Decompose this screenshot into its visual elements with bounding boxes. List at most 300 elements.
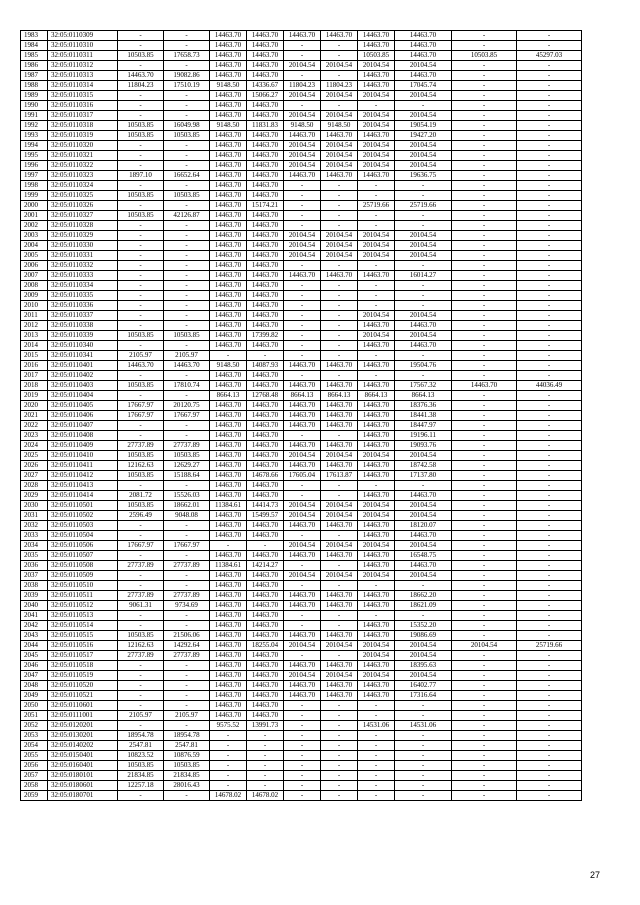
- cell-value-2-max: 14463.70: [247, 551, 284, 561]
- cell-value-3-min: -: [284, 321, 321, 331]
- cell-value-3-min: -: [284, 51, 321, 61]
- cell-value-4-max: -: [395, 751, 452, 761]
- cell-value-3-min: -: [284, 71, 321, 81]
- cell-value-2-max: 14463.70: [247, 371, 284, 381]
- cell-value-2-min: 14463.70: [210, 131, 247, 141]
- cell-row-number: 2002: [21, 221, 48, 231]
- cell-row-number: 2027: [21, 471, 48, 481]
- cell-row-number: 2022: [21, 421, 48, 431]
- cell-value-4-max: 14463.70: [395, 491, 452, 501]
- cell-value-5-max: -: [517, 91, 582, 101]
- table-row: [21, 451, 582, 461]
- cell-value-5-min: -: [452, 441, 517, 451]
- cell-value-1-max: 16652.64: [164, 171, 210, 181]
- cell-value-5-min: 20104.54: [452, 641, 517, 651]
- cell-value-4-min: 14463.70: [358, 171, 395, 181]
- cell-value-4-max: -: [395, 301, 452, 311]
- cell-value-5-max: -: [517, 391, 582, 401]
- cell-cadastral-number: 32:05:0111001: [48, 711, 118, 721]
- cell-value-1-max: -: [164, 341, 210, 351]
- cell-value-1-min: 1897.10: [118, 171, 164, 181]
- cell-value-2-min: 14463.70: [210, 181, 247, 191]
- cell-cadastral-number: 32:05:0110503: [48, 521, 118, 531]
- cell-value-2-min: -: [210, 771, 247, 781]
- cell-value-1-min: -: [118, 421, 164, 431]
- cell-row-number: 1994: [21, 141, 48, 151]
- table-row: [21, 571, 582, 581]
- cell-value-5-max: -: [517, 711, 582, 721]
- cell-value-2-max: 14463.70: [247, 421, 284, 431]
- table-row: [21, 431, 582, 441]
- cell-value-1-min: -: [118, 621, 164, 631]
- cell-cadastral-number: 32:05:0110509: [48, 571, 118, 581]
- cell-value-4-min: -: [358, 581, 395, 591]
- cell-value-4-min: 14463.70: [358, 41, 395, 51]
- cell-value-4-min: 20104.54: [358, 541, 395, 551]
- cell-value-4-max: 20104.54: [395, 251, 452, 261]
- cell-value-5-max: -: [517, 561, 582, 571]
- cell-value-1-max: 10503.85: [164, 131, 210, 141]
- cell-value-4-max: 20104.54: [395, 151, 452, 161]
- table-row: [21, 751, 582, 761]
- table-row: [21, 651, 582, 661]
- cell-value-2-min: 14463.70: [210, 241, 247, 251]
- cell-value-1-max: -: [164, 291, 210, 301]
- cell-value-5-min: -: [452, 361, 517, 371]
- cell-value-3-max: 14463.70: [321, 591, 358, 601]
- table-row: [21, 261, 582, 271]
- cell-cadastral-number: 32:05:0110313: [48, 71, 118, 81]
- cell-value-2-min: 14463.70: [210, 521, 247, 531]
- cell-value-1-max: -: [164, 521, 210, 531]
- cell-cadastral-number: 32:05:0110520: [48, 681, 118, 691]
- cell-cadastral-number: 32:05:0120201: [48, 721, 118, 731]
- cell-value-2-min: 14463.70: [210, 631, 247, 641]
- cell-value-2-max: 14336.67: [247, 81, 284, 91]
- cell-cadastral-number: 32:05:0110413: [48, 481, 118, 491]
- table-row: [21, 521, 582, 531]
- cell-value-1-min: 27737.89: [118, 561, 164, 571]
- cell-value-2-max: -: [247, 771, 284, 781]
- cell-value-5-min: -: [452, 791, 517, 801]
- table-row: [21, 601, 582, 611]
- cell-value-2-min: 14463.70: [210, 661, 247, 671]
- cell-cadastral-number: 32:05:0110327: [48, 211, 118, 221]
- table-row: [21, 381, 582, 391]
- cell-value-2-max: 14463.70: [247, 171, 284, 181]
- cell-value-4-min: 14531.06: [358, 721, 395, 731]
- cell-value-5-max: -: [517, 111, 582, 121]
- table-row: [21, 171, 582, 181]
- cell-value-2-max: 14463.70: [247, 241, 284, 251]
- cell-value-1-max: -: [164, 311, 210, 321]
- cell-value-2-min: 14463.70: [210, 201, 247, 211]
- cell-value-5-min: -: [452, 331, 517, 341]
- table-row: [21, 771, 582, 781]
- cell-value-2-max: 14463.70: [247, 101, 284, 111]
- cell-value-1-max: -: [164, 371, 210, 381]
- cell-value-1-min: -: [118, 391, 164, 401]
- cell-row-number: 2042: [21, 621, 48, 631]
- cell-cadastral-number: 32:05:0110309: [48, 31, 118, 41]
- table-row: [21, 311, 582, 321]
- cell-value-2-max: 15174.21: [247, 201, 284, 211]
- cell-value-2-min: 14463.70: [210, 191, 247, 201]
- table-row: [21, 591, 582, 601]
- cell-value-5-min: -: [452, 531, 517, 541]
- cell-cadastral-number: 32:05:0110312: [48, 61, 118, 71]
- cell-value-2-min: 9148.50: [210, 121, 247, 131]
- cell-value-1-min: 14463.70: [118, 71, 164, 81]
- cell-value-2-max: 14463.70: [247, 521, 284, 531]
- table-row: [21, 61, 582, 71]
- cell-value-5-max: -: [517, 281, 582, 291]
- cell-value-5-min: -: [452, 451, 517, 461]
- table-row: [21, 111, 582, 121]
- cell-value-2-max: 14463.70: [247, 191, 284, 201]
- cell-value-3-min: -: [284, 331, 321, 341]
- cell-value-5-max: -: [517, 791, 582, 801]
- cell-value-5-max: -: [517, 671, 582, 681]
- cell-value-4-min: 14463.70: [358, 81, 395, 91]
- cell-value-5-max: -: [517, 691, 582, 701]
- cell-value-3-min: -: [284, 431, 321, 441]
- cell-value-3-max: 20104.54: [321, 541, 358, 551]
- cell-cadastral-number: 32:05:0110508: [48, 561, 118, 571]
- cell-row-number: 2005: [21, 251, 48, 261]
- cell-value-4-max: 20104.54: [395, 641, 452, 651]
- cell-cadastral-number: 32:05:0110328: [48, 221, 118, 231]
- cell-value-5-min: -: [452, 741, 517, 751]
- cell-cadastral-number: 32:05:0110401: [48, 361, 118, 371]
- cell-value-3-max: -: [321, 791, 358, 801]
- cell-value-3-min: 20104.54: [284, 61, 321, 71]
- cell-row-number: 2057: [21, 771, 48, 781]
- cell-value-1-min: 10503.85: [118, 381, 164, 391]
- cell-value-4-min: -: [358, 261, 395, 271]
- cell-value-5-max: -: [517, 361, 582, 371]
- cell-value-4-min: 14463.70: [358, 131, 395, 141]
- cell-cadastral-number: 32:05:0110408: [48, 431, 118, 441]
- cell-row-number: 2044: [21, 641, 48, 651]
- cell-value-5-max: -: [517, 131, 582, 141]
- cell-value-2-max: 14463.70: [247, 41, 284, 51]
- cell-value-4-min: 20104.54: [358, 241, 395, 251]
- cell-value-5-max: -: [517, 681, 582, 691]
- cell-value-5-min: -: [452, 631, 517, 641]
- cell-value-5-min: -: [452, 681, 517, 691]
- cell-value-5-max: -: [517, 181, 582, 191]
- cell-value-1-max: -: [164, 431, 210, 441]
- cell-value-1-min: 2081.72: [118, 491, 164, 501]
- cell-value-1-max: -: [164, 691, 210, 701]
- cell-row-number: 2050: [21, 701, 48, 711]
- cell-value-1-max: 16049.98: [164, 121, 210, 131]
- cell-value-4-min: 20104.54: [358, 511, 395, 521]
- cell-cadastral-number: 32:05:0110410: [48, 451, 118, 461]
- cell-row-number: 2055: [21, 751, 48, 761]
- cell-value-3-min: -: [284, 201, 321, 211]
- cell-value-2-min: 14463.70: [210, 381, 247, 391]
- cell-value-5-max: -: [517, 271, 582, 281]
- cell-value-2-max: 14463.70: [247, 671, 284, 681]
- cell-value-4-max: -: [395, 761, 452, 771]
- cell-cadastral-number: 32:05:0110333: [48, 271, 118, 281]
- cell-value-5-max: -: [517, 751, 582, 761]
- cell-value-2-min: 14463.70: [210, 621, 247, 631]
- cell-value-5-min: -: [452, 151, 517, 161]
- table-row: [21, 741, 582, 751]
- cell-value-1-min: 17667.97: [118, 541, 164, 551]
- cell-value-1-max: 21506.06: [164, 631, 210, 641]
- cell-value-4-min: 20104.54: [358, 651, 395, 661]
- cell-value-5-max: -: [517, 731, 582, 741]
- cell-value-1-max: 17667.97: [164, 541, 210, 551]
- cell-value-2-min: 14463.70: [210, 551, 247, 561]
- cell-value-5-min: -: [452, 701, 517, 711]
- cell-value-4-min: -: [358, 221, 395, 231]
- cell-value-5-max: -: [517, 421, 582, 431]
- cell-value-3-max: 20104.54: [321, 451, 358, 461]
- cell-row-number: 2037: [21, 571, 48, 581]
- cell-cadastral-number: 32:05:0110404: [48, 391, 118, 401]
- cell-value-5-max: -: [517, 781, 582, 791]
- cell-value-1-min: -: [118, 521, 164, 531]
- cell-value-4-max: -: [395, 741, 452, 751]
- cell-value-2-max: 14463.70: [247, 151, 284, 161]
- cell-value-4-min: 14463.70: [358, 591, 395, 601]
- cell-value-3-max: 20104.54: [321, 161, 358, 171]
- cell-row-number: 2019: [21, 391, 48, 401]
- table-row: [21, 691, 582, 701]
- cell-value-2-min: 14463.70: [210, 341, 247, 351]
- cell-value-4-max: 16014.27: [395, 271, 452, 281]
- cell-value-4-min: 14463.70: [358, 441, 395, 451]
- cell-value-2-min: 14463.70: [210, 111, 247, 121]
- cell-value-3-min: -: [284, 781, 321, 791]
- cell-value-3-max: 20104.54: [321, 571, 358, 581]
- cell-value-5-max: -: [517, 511, 582, 521]
- cell-row-number: 2000: [21, 201, 48, 211]
- cell-value-4-min: 14463.70: [358, 471, 395, 481]
- cell-value-4-max: -: [395, 791, 452, 801]
- cell-value-4-min: 20104.54: [358, 111, 395, 121]
- table-row: [21, 161, 582, 171]
- cell-value-3-max: 14463.70: [321, 691, 358, 701]
- table-row: [21, 361, 582, 371]
- cell-value-5-min: -: [452, 241, 517, 251]
- cell-value-4-max: 14463.70: [395, 321, 452, 331]
- cell-value-5-min: -: [452, 261, 517, 271]
- cell-value-4-min: 14463.70: [358, 491, 395, 501]
- cell-value-1-max: -: [164, 231, 210, 241]
- cell-value-1-max: -: [164, 481, 210, 491]
- cell-value-3-min: -: [284, 581, 321, 591]
- cell-value-1-max: 27737.89: [164, 591, 210, 601]
- cell-value-4-max: 14463.70: [395, 71, 452, 81]
- table-row: [21, 231, 582, 241]
- cell-row-number: 2009: [21, 291, 48, 301]
- cell-value-2-max: 14463.70: [247, 381, 284, 391]
- cell-value-3-min: 14463.70: [284, 661, 321, 671]
- cell-value-4-max: -: [395, 281, 452, 291]
- table-row: [21, 541, 582, 551]
- cell-value-3-max: -: [321, 71, 358, 81]
- cell-value-3-min: 20104.54: [284, 91, 321, 101]
- cell-value-5-max: -: [517, 451, 582, 461]
- cell-value-3-min: -: [284, 621, 321, 631]
- cell-value-5-max: -: [517, 431, 582, 441]
- cell-value-1-max: -: [164, 221, 210, 231]
- cell-value-3-max: 14463.70: [321, 171, 358, 181]
- table-row: [21, 41, 582, 51]
- cell-row-number: 2028: [21, 481, 48, 491]
- cell-value-4-min: -: [358, 611, 395, 621]
- table-row: [21, 101, 582, 111]
- cell-value-2-min: 14463.70: [210, 401, 247, 411]
- cell-value-1-max: -: [164, 321, 210, 331]
- cell-value-3-max: -: [321, 731, 358, 741]
- cell-value-4-min: 14463.70: [358, 381, 395, 391]
- cell-value-3-max: -: [321, 181, 358, 191]
- cell-value-2-max: 14463.70: [247, 141, 284, 151]
- cell-value-1-min: -: [118, 431, 164, 441]
- cell-value-5-min: -: [452, 271, 517, 281]
- cell-row-number: 2025: [21, 451, 48, 461]
- cell-value-1-min: 27737.89: [118, 441, 164, 451]
- cell-value-2-max: 14463.70: [247, 111, 284, 121]
- cell-value-2-max: -: [247, 351, 284, 361]
- cell-value-4-max: 20104.54: [395, 141, 452, 151]
- cell-cadastral-number: 32:05:0110518: [48, 661, 118, 671]
- cell-value-1-min: 14463.70: [118, 361, 164, 371]
- table-row: [21, 301, 582, 311]
- cell-row-number: 2059: [21, 791, 48, 801]
- cell-value-1-min: -: [118, 371, 164, 381]
- cell-value-2-min: 14463.70: [210, 591, 247, 601]
- cell-value-5-min: -: [452, 131, 517, 141]
- cell-value-1-max: 17658.73: [164, 51, 210, 61]
- cell-value-3-min: 8664.13: [284, 391, 321, 401]
- cell-value-3-min: 20104.54: [284, 641, 321, 651]
- cell-value-1-max: 9734.69: [164, 601, 210, 611]
- cell-row-number: 1997: [21, 171, 48, 181]
- cell-value-3-max: 20104.54: [321, 671, 358, 681]
- cell-value-3-max: -: [321, 261, 358, 271]
- table-row: [21, 411, 582, 421]
- cell-value-2-min: 14463.70: [210, 571, 247, 581]
- table-row: [21, 131, 582, 141]
- cell-value-4-min: 14463.70: [358, 661, 395, 671]
- cell-value-5-max: -: [517, 491, 582, 501]
- cell-value-2-min: -: [210, 781, 247, 791]
- cell-value-4-max: 14463.70: [395, 341, 452, 351]
- cell-value-2-max: 14463.70: [247, 491, 284, 501]
- cell-value-2-min: -: [210, 351, 247, 361]
- cell-value-2-max: 14463.70: [247, 691, 284, 701]
- cell-value-5-min: -: [452, 251, 517, 261]
- cell-value-4-min: 14463.70: [358, 411, 395, 421]
- cell-value-1-max: 14292.64: [164, 641, 210, 651]
- cell-value-2-min: 14463.70: [210, 301, 247, 311]
- cell-row-number: 2035: [21, 551, 48, 561]
- cell-value-4-max: -: [395, 181, 452, 191]
- cell-value-1-max: 18662.01: [164, 501, 210, 511]
- cell-row-number: 2040: [21, 601, 48, 611]
- cell-value-2-min: 14463.70: [210, 51, 247, 61]
- cell-value-5-min: -: [452, 541, 517, 551]
- cell-value-2-max: 14463.70: [247, 311, 284, 321]
- table-row: [21, 31, 582, 41]
- cell-value-3-max: -: [321, 311, 358, 321]
- cell-value-4-min: -: [358, 711, 395, 721]
- cell-value-1-min: 2596.49: [118, 511, 164, 521]
- cell-value-4-max: 18621.09: [395, 601, 452, 611]
- cell-value-5-min: -: [452, 91, 517, 101]
- cell-value-1-min: -: [118, 671, 164, 681]
- cell-value-1-min: -: [118, 551, 164, 561]
- cell-value-2-min: -: [210, 761, 247, 771]
- cell-value-5-min: -: [452, 731, 517, 741]
- cell-value-1-min: -: [118, 161, 164, 171]
- cell-value-2-max: 14463.70: [247, 161, 284, 171]
- cell-row-number: 2049: [21, 691, 48, 701]
- cell-value-4-min: -: [358, 101, 395, 111]
- cell-value-5-max: -: [517, 171, 582, 181]
- cell-value-5-max: -: [517, 531, 582, 541]
- cell-value-4-min: 14463.70: [358, 321, 395, 331]
- cell-value-5-max: -: [517, 601, 582, 611]
- cell-value-5-max: -: [517, 411, 582, 421]
- cell-value-5-max: -: [517, 311, 582, 321]
- cell-value-2-min: -: [210, 751, 247, 761]
- cell-cadastral-number: 32:05:0110409: [48, 441, 118, 451]
- cell-value-2-min: 11384.61: [210, 561, 247, 571]
- cell-value-5-min: -: [452, 201, 517, 211]
- cell-value-5-min: -: [452, 231, 517, 241]
- cell-row-number: 1986: [21, 61, 48, 71]
- cell-row-number: 2003: [21, 231, 48, 241]
- cell-cadastral-number: 32:05:0180601: [48, 781, 118, 791]
- cell-value-1-min: -: [118, 311, 164, 321]
- cell-value-3-max: 14463.70: [321, 401, 358, 411]
- cell-value-1-min: 10503.85: [118, 471, 164, 481]
- cell-value-3-max: -: [321, 771, 358, 781]
- cell-value-3-max: -: [321, 351, 358, 361]
- cell-value-5-max: 44036.49: [517, 381, 582, 391]
- cell-value-2-min: 14463.70: [210, 71, 247, 81]
- cell-value-1-min: -: [118, 111, 164, 121]
- cell-value-3-max: 14463.70: [321, 271, 358, 281]
- cell-value-3-max: -: [321, 281, 358, 291]
- cell-value-5-min: -: [452, 191, 517, 201]
- cell-value-1-min: -: [118, 251, 164, 261]
- cell-value-1-max: 27737.89: [164, 441, 210, 451]
- cell-value-1-max: -: [164, 661, 210, 671]
- cell-value-4-max: -: [395, 261, 452, 271]
- cell-value-2-max: 14463.70: [247, 711, 284, 721]
- cell-value-4-min: 20104.54: [358, 331, 395, 341]
- cell-value-2-min: 14463.70: [210, 371, 247, 381]
- cell-value-3-min: 20104.54: [284, 571, 321, 581]
- cell-value-2-max: 14463.70: [247, 291, 284, 301]
- cell-cadastral-number: 32:05:0110341: [48, 351, 118, 361]
- cell-value-5-max: -: [517, 41, 582, 51]
- cell-cadastral-number: 32:05:0130201: [48, 731, 118, 741]
- cell-value-2-min: 14463.70: [210, 461, 247, 471]
- cell-value-5-max: -: [517, 611, 582, 621]
- cell-value-1-min: -: [118, 261, 164, 271]
